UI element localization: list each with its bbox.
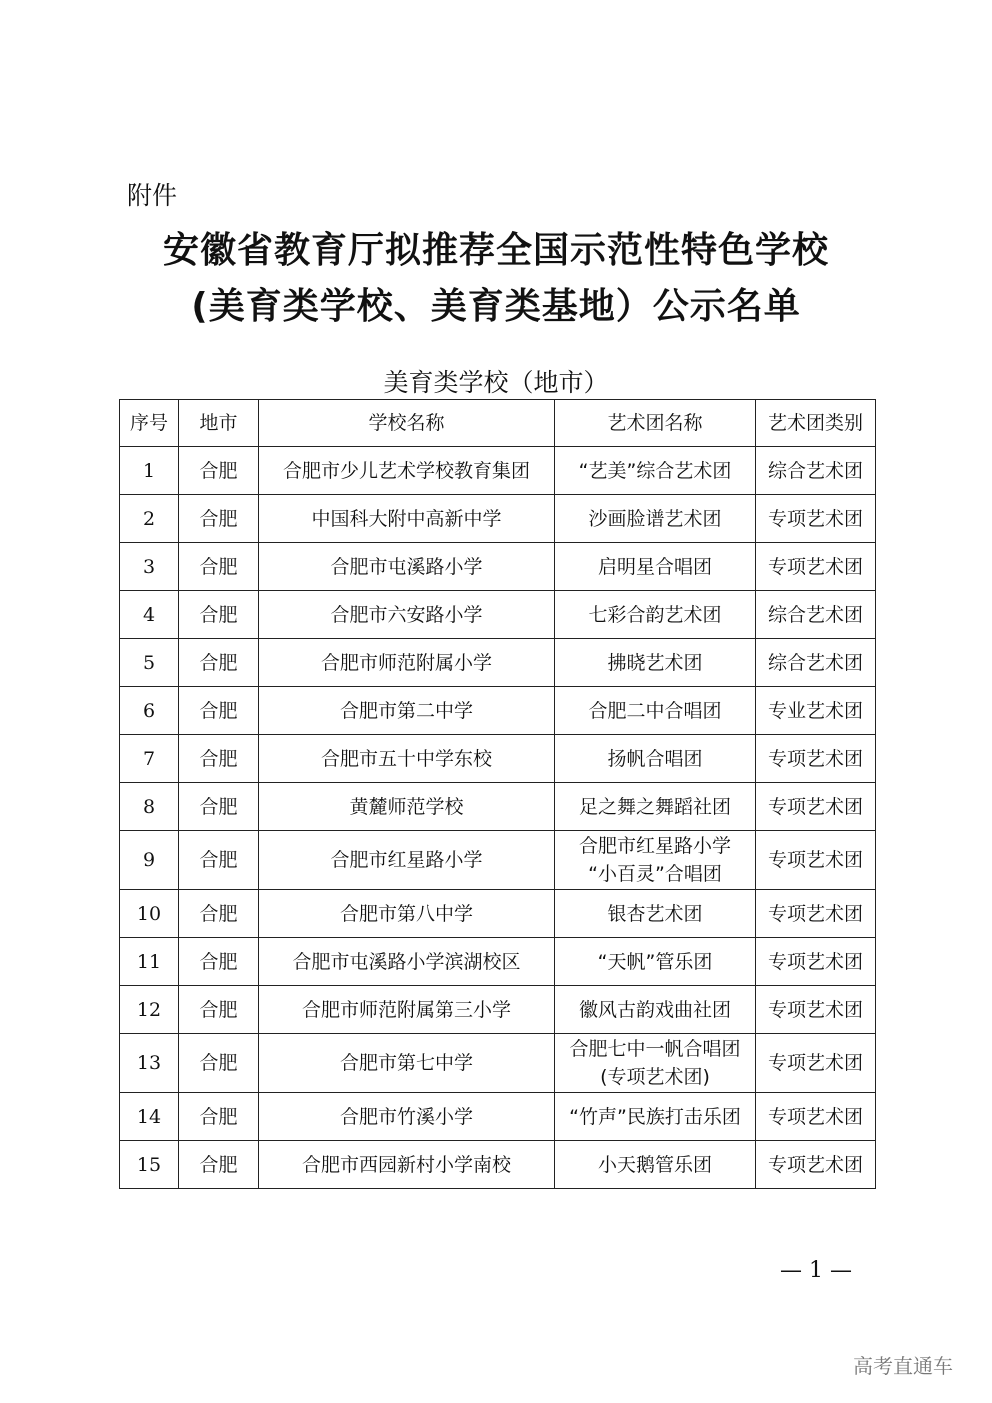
troupe-name-line2: “小百灵”合唱团 bbox=[588, 863, 722, 885]
row-index: 12 bbox=[120, 986, 179, 1034]
row-troupe-name: “天帆”管乐团 bbox=[555, 938, 756, 986]
row-school-name: 合肥市屯溪路小学滨湖校区 bbox=[259, 938, 555, 986]
row-troupe-category: 综合艺术团 bbox=[756, 447, 876, 495]
row-city: 合肥 bbox=[179, 938, 259, 986]
row-school-name: 合肥市第二中学 bbox=[259, 687, 555, 735]
row-troupe-category: 专项艺术团 bbox=[756, 1141, 876, 1189]
table-row bbox=[120, 687, 876, 735]
header-school-name: 学校名称 bbox=[259, 400, 555, 447]
header-index: 序号 bbox=[120, 400, 179, 447]
row-city: 合肥 bbox=[179, 831, 259, 890]
row-school-name: 合肥市竹溪小学 bbox=[259, 1093, 555, 1141]
row-index: 11 bbox=[120, 938, 179, 986]
row-school-name: 合肥市西园新村小学南校 bbox=[259, 1141, 555, 1189]
row-school-name: 合肥市少儿艺术学校教育集团 bbox=[259, 447, 555, 495]
row-index: 3 bbox=[120, 543, 179, 591]
row-troupe-category: 专项艺术团 bbox=[756, 890, 876, 938]
row-troupe-name: 启明星合唱团 bbox=[555, 543, 756, 591]
table-row bbox=[120, 543, 876, 591]
row-index: 8 bbox=[120, 783, 179, 831]
table-row bbox=[120, 639, 876, 687]
row-city: 合肥 bbox=[179, 890, 259, 938]
row-index: 7 bbox=[120, 735, 179, 783]
row-index: 14 bbox=[120, 1093, 179, 1141]
table-row bbox=[120, 495, 876, 543]
row-troupe-category: 专项艺术团 bbox=[756, 735, 876, 783]
row-index: 4 bbox=[120, 591, 179, 639]
row-troupe-name: 沙画脸谱艺术团 bbox=[555, 495, 756, 543]
row-troupe-name: 徽风古韵戏曲社团 bbox=[555, 986, 756, 1034]
row-school-name: 黄麓师范学校 bbox=[259, 783, 555, 831]
document-title-line1: 安徽省教育厅拟推荐全国示范性特色学校 bbox=[162, 230, 829, 271]
row-troupe-name: 七彩合韵艺术团 bbox=[555, 591, 756, 639]
row-city: 合肥 bbox=[179, 1141, 259, 1189]
document-title-line2: (美育类学校、美育类基地）公示名单 bbox=[191, 286, 801, 327]
row-index: 6 bbox=[120, 687, 179, 735]
row-troupe-category: 专项艺术团 bbox=[756, 1034, 876, 1093]
row-troupe-category: 专业艺术团 bbox=[756, 687, 876, 735]
row-school-name: 合肥市师范附属小学 bbox=[259, 639, 555, 687]
row-index: 15 bbox=[120, 1141, 179, 1189]
row-index: 10 bbox=[120, 890, 179, 938]
row-troupe-category: 专项艺术团 bbox=[756, 495, 876, 543]
row-troupe-name: 合肥二中合唱团 bbox=[555, 687, 756, 735]
row-troupe-category: 专项艺术团 bbox=[756, 938, 876, 986]
row-city: 合肥 bbox=[179, 783, 259, 831]
row-city: 合肥 bbox=[179, 986, 259, 1034]
row-troupe-name: “艺美”综合艺术团 bbox=[555, 447, 756, 495]
row-school-name: 合肥市红星路小学 bbox=[259, 831, 555, 890]
header-troupe-name: 艺术团名称 bbox=[555, 400, 756, 447]
table-row bbox=[120, 890, 876, 938]
row-city: 合肥 bbox=[179, 495, 259, 543]
header-city: 地市 bbox=[179, 400, 259, 447]
row-troupe-name: 扬帆合唱团 bbox=[555, 735, 756, 783]
row-city: 合肥 bbox=[179, 543, 259, 591]
school-list-table bbox=[119, 399, 876, 1189]
table-row bbox=[120, 783, 876, 831]
row-troupe-category: 专项艺术团 bbox=[756, 543, 876, 591]
table-row bbox=[120, 831, 876, 890]
row-city: 合肥 bbox=[179, 687, 259, 735]
row-troupe-category: 综合艺术团 bbox=[756, 591, 876, 639]
row-school-name: 合肥市六安路小学 bbox=[259, 591, 555, 639]
troupe-name-line1: 合肥七中一帆合唱团 bbox=[569, 1038, 741, 1060]
watermark: 高考直通车 bbox=[853, 1354, 953, 1378]
page-number: — 1 — bbox=[780, 1258, 852, 1283]
row-index: 2 bbox=[120, 495, 179, 543]
row-school-name: 合肥市五十中学东校 bbox=[259, 735, 555, 783]
table-row bbox=[120, 591, 876, 639]
table-row bbox=[120, 735, 876, 783]
row-school-name: 合肥市师范附属第三小学 bbox=[259, 986, 555, 1034]
row-city: 合肥 bbox=[179, 1093, 259, 1141]
table-header-row bbox=[120, 400, 876, 447]
row-index: 13 bbox=[120, 1034, 179, 1093]
row-troupe-name: 银杏艺术团 bbox=[555, 890, 756, 938]
row-school-name: 中国科大附中高新中学 bbox=[259, 495, 555, 543]
row-city: 合肥 bbox=[179, 735, 259, 783]
table-row bbox=[120, 938, 876, 986]
row-school-name: 合肥市第八中学 bbox=[259, 890, 555, 938]
header-troupe-category: 艺术团类别 bbox=[756, 400, 876, 447]
row-index: 5 bbox=[120, 639, 179, 687]
row-school-name: 合肥市第七中学 bbox=[259, 1034, 555, 1093]
row-school-name: 合肥市屯溪路小学 bbox=[259, 543, 555, 591]
troupe-name-line1: 合肥市红星路小学 bbox=[578, 835, 731, 857]
row-troupe-name bbox=[555, 831, 756, 890]
table-row bbox=[120, 447, 876, 495]
row-troupe-category: 综合艺术团 bbox=[756, 639, 876, 687]
row-index: 9 bbox=[120, 831, 179, 890]
table-row bbox=[120, 1093, 876, 1141]
row-troupe-category: 专项艺术团 bbox=[756, 783, 876, 831]
table-row bbox=[120, 1141, 876, 1189]
row-troupe-name bbox=[555, 1034, 756, 1093]
attachment-label: 附件 bbox=[127, 181, 178, 210]
table-row bbox=[120, 986, 876, 1034]
row-city: 合肥 bbox=[179, 639, 259, 687]
row-city: 合肥 bbox=[179, 447, 259, 495]
row-troupe-name: 足之舞之舞蹈社团 bbox=[555, 783, 756, 831]
row-troupe-name: 拂晓艺术团 bbox=[555, 639, 756, 687]
row-troupe-name: “竹声”民族打击乐团 bbox=[555, 1093, 756, 1141]
row-troupe-name: 小天鹅管乐团 bbox=[555, 1141, 756, 1189]
row-troupe-category: 专项艺术团 bbox=[756, 831, 876, 890]
table-row bbox=[120, 1034, 876, 1093]
row-troupe-category: 专项艺术团 bbox=[756, 986, 876, 1034]
table-subtitle: 美育类学校（地市） bbox=[383, 368, 609, 397]
row-city: 合肥 bbox=[179, 591, 259, 639]
troupe-name-line2: (专项艺术团) bbox=[600, 1066, 710, 1088]
row-troupe-category: 专项艺术团 bbox=[756, 1093, 876, 1141]
row-index: 1 bbox=[120, 447, 179, 495]
row-city: 合肥 bbox=[179, 1034, 259, 1093]
